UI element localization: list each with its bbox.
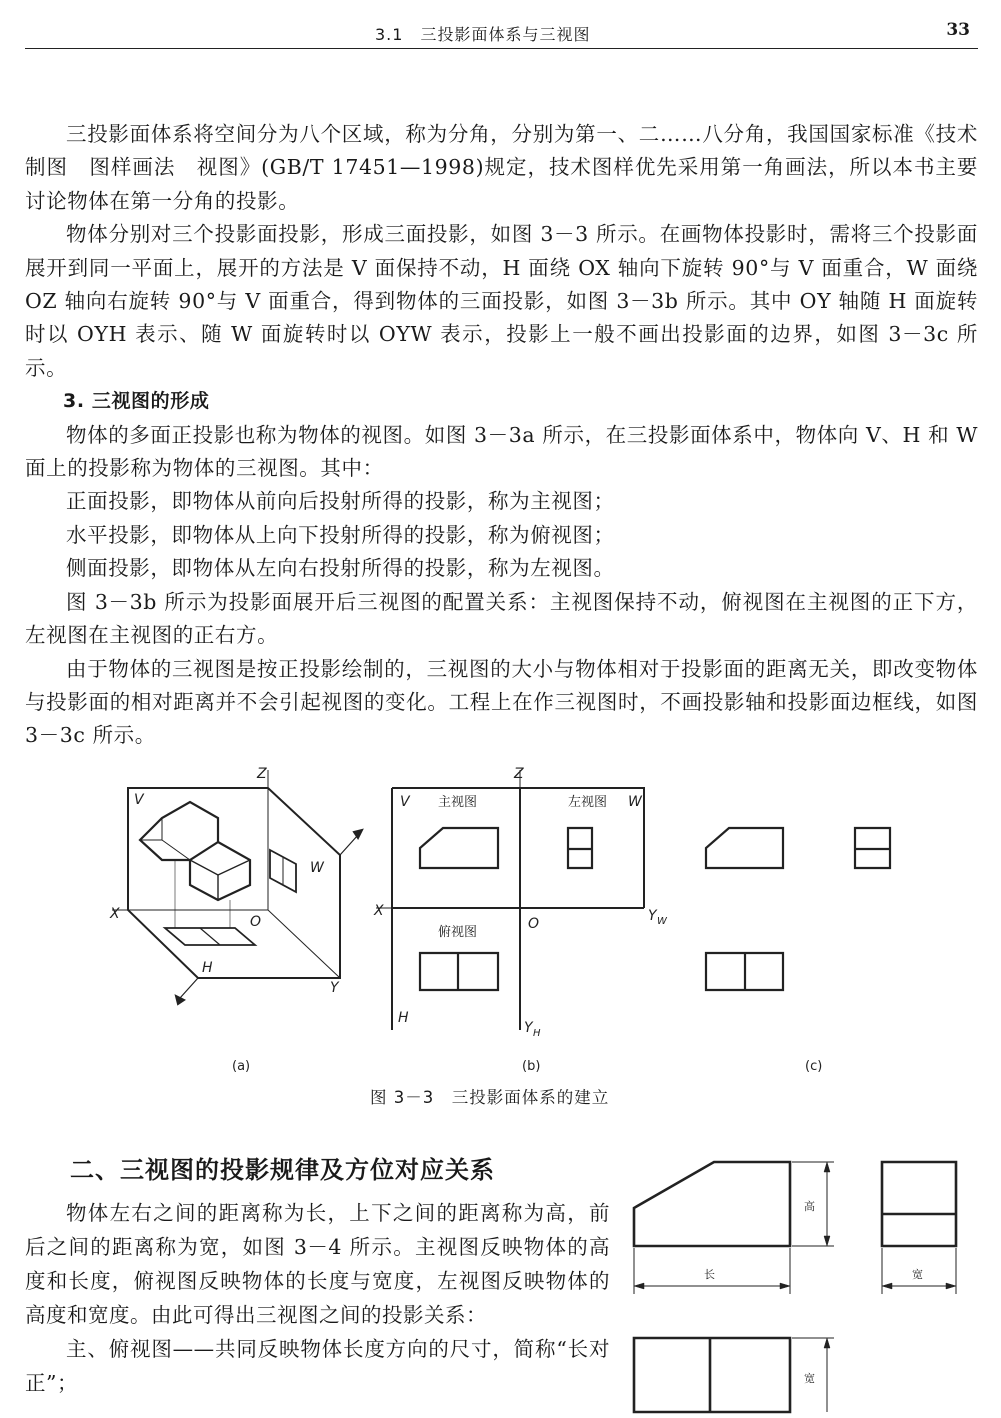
page-number: 33 xyxy=(946,20,970,40)
paragraph: 由于物体的三视图是按正投影绘制的，三视图的大小与物体相对于投影面的距离无关，即改变物体与投影面的相对距离并不会引起视图的变化。工程上在作三视图时，不画投影轴和投影面边框线，如图 3－3c 所示。 xyxy=(25,656,978,748)
sublabel-c: (c) xyxy=(805,1059,823,1074)
label-front-view: 主视图 xyxy=(438,795,478,810)
figure-c xyxy=(706,828,890,990)
label-yh: Y xyxy=(524,1020,533,1036)
label-x-b: X xyxy=(374,903,384,919)
subheading: 3. 三视图的形成 xyxy=(63,390,210,413)
label-w-b: W xyxy=(628,794,642,810)
paragraph: 水平投影，即物体从上向下投射所得的投影，称为俯视图； xyxy=(66,522,615,547)
paragraph: 物体分别对三个投影面投影，形成三面投影，如图 3－3 所示。在画物体投影时，需将三个投影面展开到同一平面上，展开的方法是 V 面保持不动，H 面绕 OX 轴向下旋转 90°与 V 面重合，W 面绕 OZ 轴向右旋转 90°与 V 面重合，得到物体的三面投影，如图 3－3b 所示。其中 OY 轴随 H 面旋转时以 OYH 表示、随 W 面旋转时以 OYW 表示，投影上一般不画出投影面的边界，如图 3－3c 所示。 xyxy=(25,222,978,380)
paragraph: 物体左右之间的距离称为长，上下之间的距离称为高，前后之间的距离称为宽，如图 3－4 所示。主视图反映物体的高度和长度，俯视图反映物体的长度与宽度，左视图反映物体的高度和宽度。由此可得出三视图之间的投影关系： xyxy=(25,1201,610,1327)
label-left-view: 左视图 xyxy=(568,795,608,810)
label-o: O xyxy=(250,914,262,930)
label-yh-sub: H xyxy=(533,1028,541,1039)
label-y: Y xyxy=(330,980,339,996)
section-heading: 二、三视图的投影规律及方位对应关系 xyxy=(70,1155,495,1184)
dim-width-label: 宽 xyxy=(912,1268,923,1281)
paragraph: 主、俯视图——共同反映物体长度方向的尺寸，简称“长对正”； xyxy=(25,1337,610,1395)
sublabel-a: (a) xyxy=(232,1059,251,1074)
label-top-view: 俯视图 xyxy=(438,925,478,940)
column-text xyxy=(25,1196,610,1400)
figure-caption: 图 3－3 三投影面体系的建立 xyxy=(370,1088,610,1107)
page-header xyxy=(25,14,978,49)
paragraph: 图 3－3b 所示为投影面展开后三视图的配置关系：主视图保持不动，俯视图在主视图的正下方，左视图在主视图的正右方。 xyxy=(25,589,978,648)
dim-width-label-top: 宽 xyxy=(804,1372,815,1385)
sublabel-b: (b) xyxy=(522,1059,541,1074)
dim-height-label: 高 xyxy=(804,1200,815,1213)
dim-length-label: 长 xyxy=(704,1268,715,1281)
label-yw-sub: W xyxy=(657,916,667,927)
figure-3-3 xyxy=(100,760,920,1080)
figure-a xyxy=(112,770,362,1004)
label-v: V xyxy=(134,792,144,808)
paragraph: 三投影面体系将空间分为八个区域，称为分角，分别为第一、二……八分角，我国国家标准《技术制图 图样画法 视图》(GB/T 17451—1998)规定，技术图样优先采用第一角画法，所以本书主要讨论物体在第一分角的投影。 xyxy=(25,122,978,213)
label-z: Z xyxy=(257,766,267,782)
label-v-b: V xyxy=(400,794,410,810)
label-w: W xyxy=(310,860,324,876)
paragraph: 正面投影，即物体从前向后投射所得的投影，称为主视图； xyxy=(66,489,615,514)
label-h: H xyxy=(202,960,213,976)
label-x: X xyxy=(110,906,120,922)
label-h-b: H xyxy=(398,1010,409,1026)
figure-3-4 xyxy=(622,1150,992,1418)
label-z-b: Z xyxy=(514,766,524,782)
label-o-b: O xyxy=(528,916,540,932)
running-head-section: 3.1 三投影面体系与三视图 xyxy=(375,25,591,44)
body-text xyxy=(25,118,978,753)
label-yw: Y xyxy=(648,908,657,924)
paragraph: 物体的多面正投影也称为物体的视图。如图 3－3a 所示，在三投影面体系中，物体向 V、H 和 W 面上的投影称为物体的三视图。其中： xyxy=(25,422,978,481)
paragraph: 侧面投影，即物体从左向右投射所得的投影，称为左视图。 xyxy=(66,556,615,581)
